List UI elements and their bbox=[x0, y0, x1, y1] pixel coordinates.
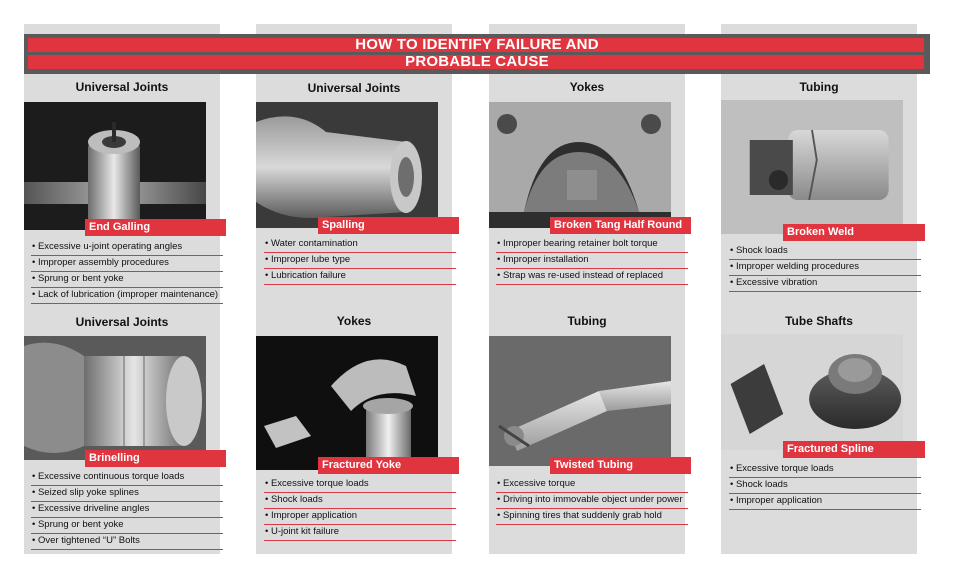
cause-item: • Sprung or bent yoke bbox=[31, 518, 223, 534]
yoke-fractured-photo bbox=[256, 336, 438, 470]
tubing-twisted-photo bbox=[489, 336, 671, 466]
cause-item: • Improper welding procedures bbox=[729, 260, 921, 276]
cause-item: • Improper assembly procedures bbox=[31, 256, 223, 272]
cause-item: • Driving into immovable object under power bbox=[496, 493, 688, 509]
cause-item: • Excessive torque loads bbox=[729, 462, 921, 478]
failure-label: Fractured Spline bbox=[783, 441, 925, 458]
cause-list bbox=[496, 237, 688, 285]
cause-item: • Lubrication failure bbox=[264, 269, 456, 285]
failure-label: End Galling bbox=[85, 219, 226, 236]
cause-list bbox=[496, 477, 688, 525]
cause-item: • Excessive torque loads bbox=[264, 477, 456, 493]
failure-label: Spalling bbox=[318, 217, 459, 234]
cause-item: • Improper installation bbox=[496, 253, 688, 269]
cause-item: • Excessive u-joint operating angles bbox=[31, 240, 223, 256]
panel-heading: Universal Joints bbox=[307, 81, 401, 95]
failure-label: Twisted Tubing bbox=[550, 457, 691, 474]
panel-heading: Universal Joints bbox=[75, 315, 169, 329]
cause-item: • Excessive driveline angles bbox=[31, 502, 223, 518]
cause-item: • Improper bearing retainer bolt torque bbox=[496, 237, 688, 253]
failure-label: Broken Tang Half Round bbox=[550, 217, 691, 234]
cause-item: • Improper application bbox=[264, 509, 456, 525]
cause-item: • U-joint kit failure bbox=[264, 525, 456, 541]
failure-label: Broken Weld bbox=[783, 224, 925, 241]
cause-list bbox=[31, 240, 223, 304]
cause-item: • Shock loads bbox=[729, 478, 921, 494]
cause-item: • Excessive vibration bbox=[729, 276, 921, 292]
tubing-broken-weld-photo bbox=[721, 100, 903, 234]
panel-heading: Universal Joints bbox=[75, 80, 169, 94]
cause-item: • Over tightened “U” Bolts bbox=[31, 534, 223, 550]
u-joint-brinelling-photo bbox=[24, 336, 206, 460]
cause-item: • Lack of lubrication (improper maintenance) bbox=[31, 288, 223, 304]
cause-list bbox=[729, 462, 921, 510]
tube-shaft-fractured-spline-photo bbox=[721, 334, 903, 450]
panel-heading: Yokes bbox=[336, 314, 372, 328]
cause-item: • Sprung or bent yoke bbox=[31, 272, 223, 288]
cause-list bbox=[31, 470, 223, 550]
cause-item: • Shock loads bbox=[729, 244, 921, 260]
u-joint-end-galling-photo bbox=[24, 102, 206, 230]
panel-heading: Tube Shafts bbox=[785, 314, 853, 328]
panel-heading: Tubing bbox=[799, 80, 839, 94]
yoke-broken-tang-photo bbox=[489, 102, 671, 228]
cause-item: • Spinning tires that suddenly grab hold bbox=[496, 509, 688, 525]
panel-heading: Tubing bbox=[567, 314, 607, 328]
cause-item: • Strap was re-used instead of replaced bbox=[496, 269, 688, 285]
cause-list bbox=[264, 237, 456, 285]
cause-item: • Seized slip yoke splines bbox=[31, 486, 223, 502]
panel-heading: Yokes bbox=[569, 80, 605, 94]
cause-item: • Improper application bbox=[729, 494, 921, 510]
cause-list bbox=[264, 477, 456, 541]
cause-list bbox=[729, 244, 921, 292]
cause-item: • Improper lube type bbox=[264, 253, 456, 269]
cause-item: • Excessive continuous torque loads bbox=[31, 470, 223, 486]
failure-label: Brinelling bbox=[85, 450, 226, 467]
cause-item: • Excessive torque bbox=[496, 477, 688, 493]
failure-label: Fractured Yoke bbox=[318, 457, 459, 474]
cause-item: • Water contamination bbox=[264, 237, 456, 253]
u-joint-spalling-photo bbox=[256, 102, 438, 228]
page-title-line1: HOW TO IDENTIFY FAILURE AND bbox=[355, 36, 599, 53]
page-title-line2: PROBABLE CAUSE bbox=[405, 53, 549, 70]
cause-item: • Shock loads bbox=[264, 493, 456, 509]
